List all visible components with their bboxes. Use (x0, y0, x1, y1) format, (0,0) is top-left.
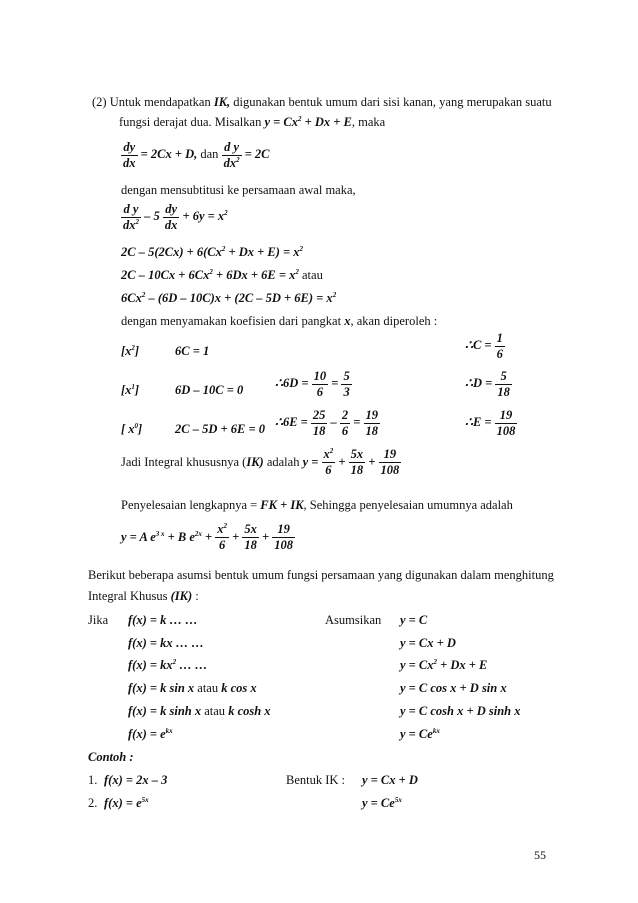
row2-result: ∴D = $\frac{5}{18}$ (465, 369, 510, 399)
row2-mid: ∴6D = $\frac{10}{6}$ = $\frac{5}{3}$ (275, 369, 350, 399)
row3-result: ∴E = $\frac{19}{108}$ (465, 408, 516, 438)
table-row-0-y: y = C (400, 613, 428, 627)
intro-line-2: fungsi derajat dua. Misalkan $y = Cx^2 + Dx + E$, maka (119, 114, 386, 129)
intro-mid: digunakan bentuk umum dari sisi kanan, yang merupakan suatu (230, 95, 552, 109)
penyelesaian-line: Penyelesaian lengkapnya = FK + IK, Sehingga penyelesaian umumnya adalah (121, 498, 513, 512)
contoh-2-y: $y = Ce^{5x}$ (362, 795, 402, 810)
deriv-rhs-1: = 2Cx + D, (140, 146, 198, 161)
jadi-line: Jadi Integral khususnya (IK) adalah y = $\frac{x^2}{6}$ + $\frac{5x}{18}$ + $\frac{19}{108}$ (121, 446, 400, 477)
table-row-3-f: f(x) = k sin x atau k cos x (128, 681, 257, 695)
table-row-2-f: $f(x) = kx^2$ … … (128, 657, 208, 672)
row3-eq: 2C – 5D + 6E = 0 (175, 422, 265, 436)
frac-d2y-dx2: $\frac{\text{d y}}{dx^2}$ (223, 140, 240, 170)
intro-line2a: fungsi derajat dua. Misalkan (119, 115, 265, 129)
intro-prefix: (2) Untuk mendapatkan (92, 95, 214, 109)
asumsikan-label: Asumsikan (325, 613, 382, 627)
page-number: 55 (534, 848, 546, 862)
table-row-4-y: y = C cosh x + D sinh x (400, 704, 521, 718)
deriv-dan: dan (197, 146, 222, 161)
row2-label: $[x^1]$ (121, 382, 140, 397)
intro-eq: y = Cx (264, 115, 298, 129)
row1-label: $[x^2]$ (121, 343, 140, 358)
expansion-line-2: $2C - 10Cx + 6Cx^2 + 6Dx + 6E = x^2$ atau (121, 267, 323, 282)
berikut-line-1: Berikut beberapa asumsi bentuk umum fungsi persamaan yang digunakan dalam menghitung (88, 568, 554, 582)
contoh-2-num: 2. (88, 796, 98, 810)
table-row-1-y: y = Cx + D (400, 636, 456, 650)
berikut-line-2: Integral Khusus (IK) : (88, 589, 199, 603)
frac-dy-dx: $\frac{dy}{dx}$ (123, 140, 136, 170)
table-row-5-f: $f(x) = e^{kx}$ (128, 726, 173, 741)
intro-eq2: + Dx + E (301, 115, 352, 129)
contoh-1-bentuk: Bentuk IK : (286, 773, 346, 787)
general-solution: y = A $e^{3 x} + B$ $e^{2x}$ + $\frac{x^2}{6}$ + $\frac{5x}{18}$ + $\frac{19}{108}$ (121, 521, 294, 552)
ode-equation: $\frac{\text{d y}}{dx^2}$ – 5 $\frac{dy}{dx}$ + $6y = x^2$ (123, 202, 228, 232)
expansion-line-3: $6Cx^2 - (6D - 10C)x + (2C - 5D + 6E) = x^2$ (121, 290, 337, 305)
contoh-1-num: 1. (88, 773, 98, 787)
row3-mid: ∴6E = $\frac{25}{18}$ – $\frac{2}{6}$ = $\frac{19}{18}$ (275, 408, 379, 438)
table-row-4-f: f(x) = k sinh x atau k cosh x (128, 704, 271, 718)
table-row-2-y: $y = Cx^2 + Dx + E$ (400, 657, 488, 672)
intro-line2b: , maka (351, 115, 386, 129)
table-row-0-f: f(x) = k … … (128, 613, 198, 627)
contoh-1-y: y = Cx + D (362, 773, 418, 787)
subst-text: dengan mensubtitusi ke persamaan awal maka, (121, 183, 356, 197)
row1-eq: 6C = 1 (175, 344, 210, 358)
row2-eq: 6D – 10C = 0 (175, 383, 244, 397)
derivatives (121, 141, 270, 169)
coef-text: dengan menyamakan koefisien dari pangkat x, akan diperoleh : (121, 314, 438, 328)
intro-ik: IK, (213, 95, 231, 109)
contoh-1-f: f(x) = 2x – 3 (104, 773, 168, 787)
contoh-title: Contoh : (88, 750, 134, 764)
table-row-3-y: y = C cos x + D sin x (400, 681, 507, 695)
intro-line-1 (92, 96, 552, 109)
deriv-rhs-2: = 2C (244, 146, 270, 161)
table-row-1-f: f(x) = kx … … (128, 636, 204, 650)
row1-result: ∴C = $\frac{1}{6}$ (465, 331, 503, 361)
expansion-line-1: $2C - 5(2Cx) + 6(Cx^2 + Dx + E) = x^2$ (121, 244, 304, 259)
contoh-2-f: $f(x) = e^{5x}$ (104, 795, 149, 810)
table-row-5-y: $y = Ce^{kx}$ (400, 726, 440, 741)
row3-label: [ $x^0$] (121, 421, 143, 436)
jika-label: Jika (88, 613, 109, 627)
